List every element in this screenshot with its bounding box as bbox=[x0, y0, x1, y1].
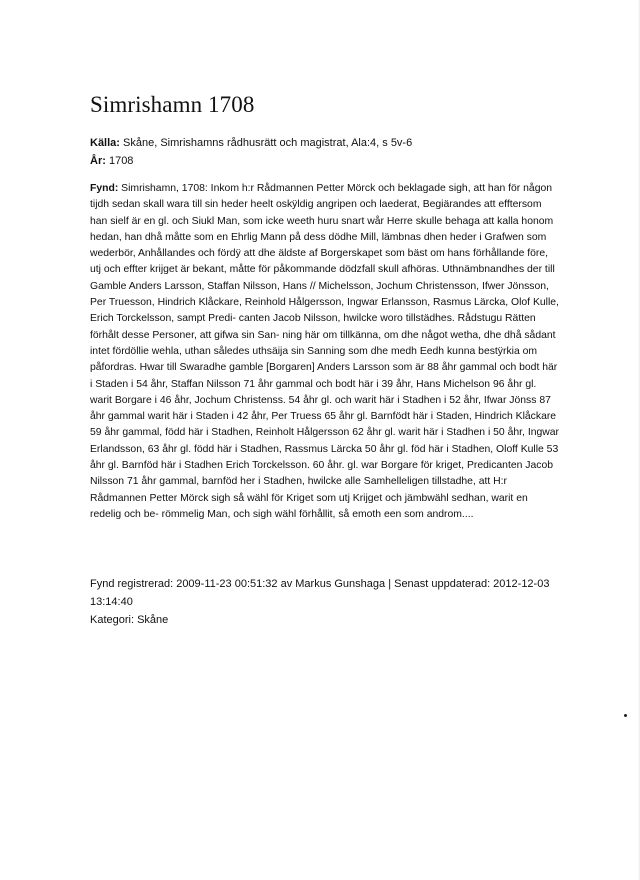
scan-artifact-dot bbox=[624, 714, 627, 717]
finding-section bbox=[90, 181, 560, 523]
source-value: Skåne, Simrishamns rådhusrätt och magistrat, Ala:4, s 5v-6 bbox=[123, 137, 413, 149]
document-footer bbox=[90, 575, 560, 629]
source-label: Källa: bbox=[90, 137, 120, 149]
year-row bbox=[90, 152, 550, 170]
finding-text: Simrishamn, 1708: Inkom h:r Rådmannen Petter Mörck och beklagade sigh, att han för någon tijdh sedan skall wara till sin heder heelt oskÿldig angripen och laederat, Begiärandes att efftersom han sielf är en gl. och Siukl Man, som icke weeth huru snart wår Herre skulle behaga att kalla honom hedan, han dhå måtte som en Ehrlig Mann på dess dödhe Mill, lämbnas dhen heder i Grafwen som wederbör, Anhållandes och fördÿ att dhe äldste af Borgerskapet som bäst om hans förhållande före, utj och effter krijget är bekant, måtte för påkommande dödzfall skull afhöras. Uthnämbnandhes der till Gamble Anders Larsson, Staffan Nilsson, Hans // Michelsson, Jochum Christensson, Ifwer Jönsson, Per Truesson, Hindrich Klåckare, Reinhold Hålgersson, Ingwar Erlansson, Rasmus Lärcka, Olof Kulle, Erich Torckelsson, sampt Predi- canten Jacob Nilsson, hwilcke woro tillstädhes. Rådstugu Rätten förhålt desse Personer, att gifwa sin San- ning här om tillkänna, om dhe något wetha, dhe dhå sådant intet fördöllie wehla, uthan således uthsäija sin Sanning som dhe medh Eedh kunna bestÿrkia om påfordras. Hwar till Swaradhe gamble [Borgaren] Anders Larsson som är 88 åhr gammal och bodt här i Staden i 54 åhr, Staffan Nilsson 71 åhr gammal och bodt här i 39 åhr, Hans Michelson 96 åhr gl. warit Borgare i 46 åhr, Jochum Christenss. 54 åhr gl. och warit här i Stadhen i 52 åhr, Ifwar Jönss 87 åhr gammal warit här i Staden i 42 åhr, Per Truess 65 åhr gl. Barnfödt här i Staden, Hindrich Klåckare 59 åhr gammal, född här i Stadhen, Reinholt Hålgersson 62 åhr gl. warit här i Stadhen i 50 åhr, Ingwar Erlandsson, 63 åhr gl. född här i Stadhen, Rassmus Lärcka 50 åhr gl. föd här i Stadhen, Oloff Kulle 53 åhr gl. Barnföd här i Stadhen Erich Torckelsson. 60 åhr. gl. war Borgare för kriget, Predicanten Jacob Nilsson 71 åhr gammal, barnföd her i Stadhen, hwilcke alle Samhelleligen tillstadhe, att H:r Rådmannen Petter Mörck sigh så wähl för Kriget som utj Krijget och jämbwähl sedhan, warit en redelig och be- römmelig Man, och sigh wähl förhållit, så emoth een som androm.... bbox=[90, 183, 560, 520]
finding-label: Fynd: bbox=[90, 183, 119, 194]
year-value: 1708 bbox=[108, 155, 134, 167]
page-title: Simrishamn 1708 bbox=[90, 92, 255, 117]
category-info: Kategori: Skåne bbox=[90, 614, 169, 626]
document-metadata bbox=[90, 134, 550, 170]
source-row bbox=[90, 134, 550, 152]
finding-paragraph bbox=[90, 181, 560, 523]
year-label: År: bbox=[90, 155, 106, 167]
registration-info: Fynd registrerad: 2009-11-23 00:51:32 av Markus Gunshaga | Senast uppdaterad: 2012-12-03 13:14:40 bbox=[90, 578, 550, 608]
